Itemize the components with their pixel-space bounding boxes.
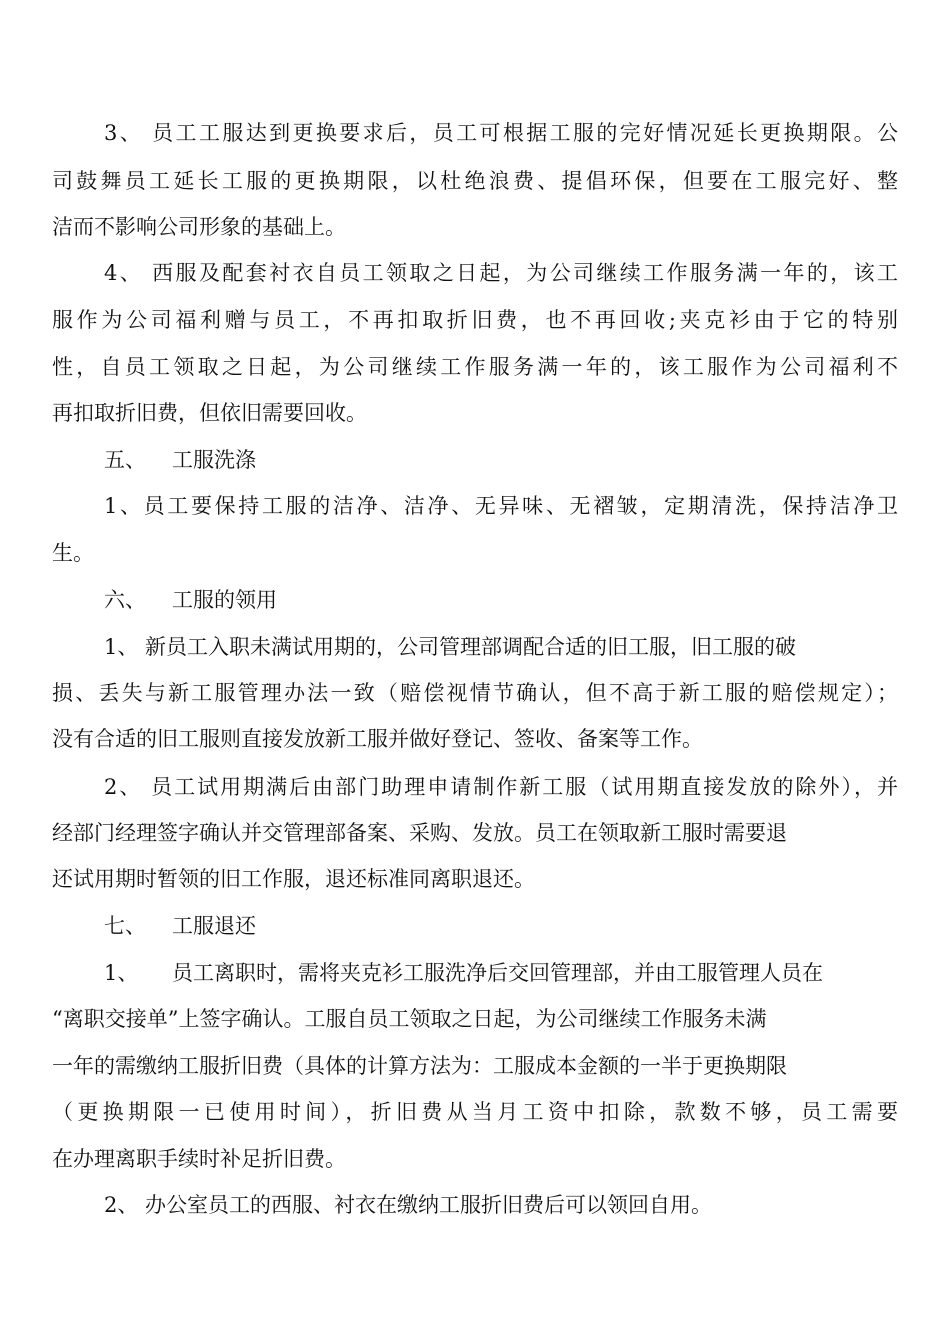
para-4-line-3: 性，自员工领取之日起，为公司继续工作服务满一年的，该工服作为公司福利不: [52, 355, 898, 379]
receive-para-2-line-3: 还试用期时暂领的旧工作服，退还标准同离职退还。: [52, 867, 535, 891]
receive-para-1-line-1: 1、 新员工入职未满试用期的，公司管理部调配合适的旧工服，旧工服的破: [104, 635, 797, 659]
receive-para-2-line-2: 经部门经理签字确认并交管理部备案、采购、发放。员工在领取新工服时需要退: [52, 821, 787, 845]
para-3-line-3: 洁而不影响公司形象的基础上。: [52, 215, 346, 239]
para-4-line-4: 再扣取折旧费，但依旧需要回收。: [52, 401, 367, 425]
section-7-title: 工服退还: [172, 914, 256, 938]
return-para-1-line-1: [104, 958, 898, 988]
para-4-line-1: 4、 西服及配套衬衣自员工领取之日起，为公司继续工作服务满一年的，该工: [104, 261, 898, 285]
section-6-number: 六、: [104, 588, 146, 612]
section-5-title: 工服洗涤: [172, 448, 256, 472]
return-para-1-line-2: “离职交接单”上签字确认。工服自员工领取之日起，为公司继续工作服务未满: [52, 1007, 767, 1031]
return-para-1-number: 1、: [104, 961, 139, 985]
return-para-2-line-1: 2、 办公室员工的西服、衬衣在缴纳工服折旧费后可以领回自用。: [104, 1193, 713, 1217]
para-4-line-2: 服作为公司福利赠与员工，不再扣取折旧费，也不再回收;夹克衫由于它的特别: [52, 308, 898, 332]
wash-para-line-2: 生。: [52, 541, 94, 565]
section-5-number: 五、: [104, 448, 146, 472]
section-6-heading: [104, 585, 277, 615]
return-para-1-line-5: 在办理离职手续时补足折旧费。: [52, 1147, 346, 1171]
return-para-1-line-3: 一年的需缴纳工服折旧费（具体的计算方法为：工服成本金额的一半于更换期限: [52, 1054, 787, 1078]
return-para-1-text: 员工离职时，需将夹克衫工服洗净后交回管理部，并由工服管理人员在: [172, 961, 823, 985]
receive-para-2-line-1: 2、 员工试用期满后由部门助理申请制作新工服（试用期直接发放的除外），并: [104, 775, 898, 799]
return-para-1-line-4: （更换期限一已使用时间），折旧费从当月工资中扣除，款数不够，员工需要: [52, 1100, 898, 1124]
section-7-number: 七、: [104, 914, 146, 938]
section-5-heading: [104, 445, 256, 475]
para-3-line-1: 3、 员工工服达到更换要求后，员工可根据工服的完好情况延长更换期限。公: [104, 121, 898, 145]
section-6-title: 工服的领用: [172, 588, 277, 612]
receive-para-1-line-3: 没有合适的旧工服则直接发放新工服并做好登记、签收、备案等工作。: [52, 727, 703, 751]
wash-para-line-1: 1、员工要保持工服的洁净、洁净、无异味、无褶皱，定期清洗，保持洁净卫: [104, 494, 898, 518]
receive-para-1-line-2: 损、丢失与新工服管理办法一致（赔偿视情节确认，但不高于新工服的赔偿规定）；: [52, 681, 898, 705]
para-3-line-2: 司鼓舞员工延长工服的更换期限，以杜绝浪费、提倡环保，但要在工服完好、整: [52, 169, 898, 193]
section-7-heading: [104, 911, 256, 941]
